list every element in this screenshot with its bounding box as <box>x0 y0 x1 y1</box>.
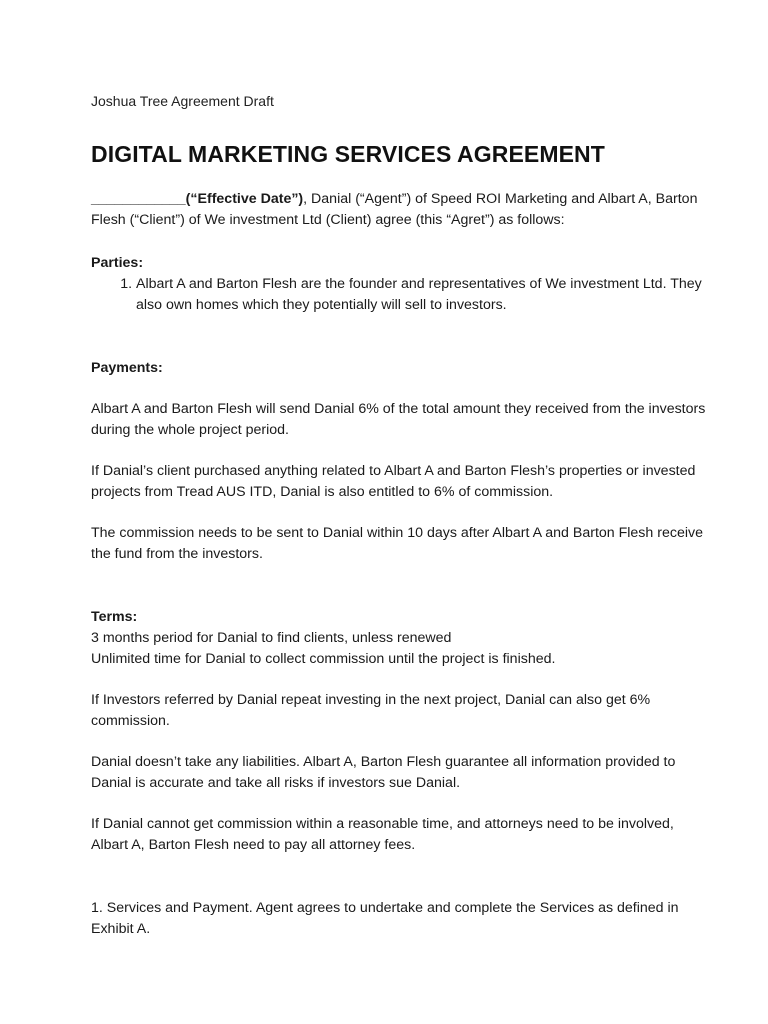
services-paragraph: 1. Services and Payment. Agent agrees to undertake and complete the Services as defined in Exhibit A. <box>91 900 679 937</box>
payments-paragraph: Albart A and Barton Flesh will send Danial 6% of the total amount they received from the investors during the whole project period. <box>91 401 706 438</box>
terms-line: Unlimited time for Danial to collect commission until the project is finished. <box>91 651 556 667</box>
intro-text: , Danial (“Agent”) of Speed ROI Marketing and Albart A, Barton Flesh (“Client”) of We investment Ltd (Client) agree (this “Agret”) as follows: <box>91 191 698 228</box>
payments-paragraph: The commission needs to be sent to Danial within 10 days after Albart A and Barton Flesh receive the fund from the investors. <box>91 525 703 562</box>
payments-heading: Payments: <box>91 360 163 376</box>
parties-list-item: 1. Albart A and Barton Flesh are the founder and representatives of We investment Ltd. They also own homes which they potentially will sell to investors. <box>136 274 708 316</box>
terms-paragraph: If Danial cannot get commission within a reasonable time, and attorneys need to be involved, Albart A, Barton Flesh need to pay all attorney fees. <box>91 816 674 853</box>
intro-paragraph <box>91 189 708 231</box>
terms-heading: Terms: <box>91 609 138 625</box>
parties-list <box>91 274 708 316</box>
draft-title: Joshua Tree Agreement Draft <box>91 93 274 109</box>
document-title: DIGITAL MARKETING SERVICES AGREEMENT <box>91 141 605 167</box>
parties-heading: Parties: <box>91 255 144 271</box>
effective-date-label: ____________(“Effective Date”) <box>91 191 304 207</box>
terms-paragraph: If Investors referred by Danial repeat investing in the next project, Danial can also get 6% commission. <box>91 692 651 729</box>
terms-paragraph: Danial doesn’t take any liabilities. Albart A, Barton Flesh guarantee all information provided to Danial is accurate and take all risks if investors sue Danial. <box>91 754 676 791</box>
payments-paragraph: If Danial’s client purchased anything related to Albart A and Barton Flesh’s properties or invested projects from Tread AUS ITD, Danial is also entitled to 6% of commission. <box>91 463 696 500</box>
terms-line: 3 months period for Danial to find clients, unless renewed <box>91 630 452 646</box>
